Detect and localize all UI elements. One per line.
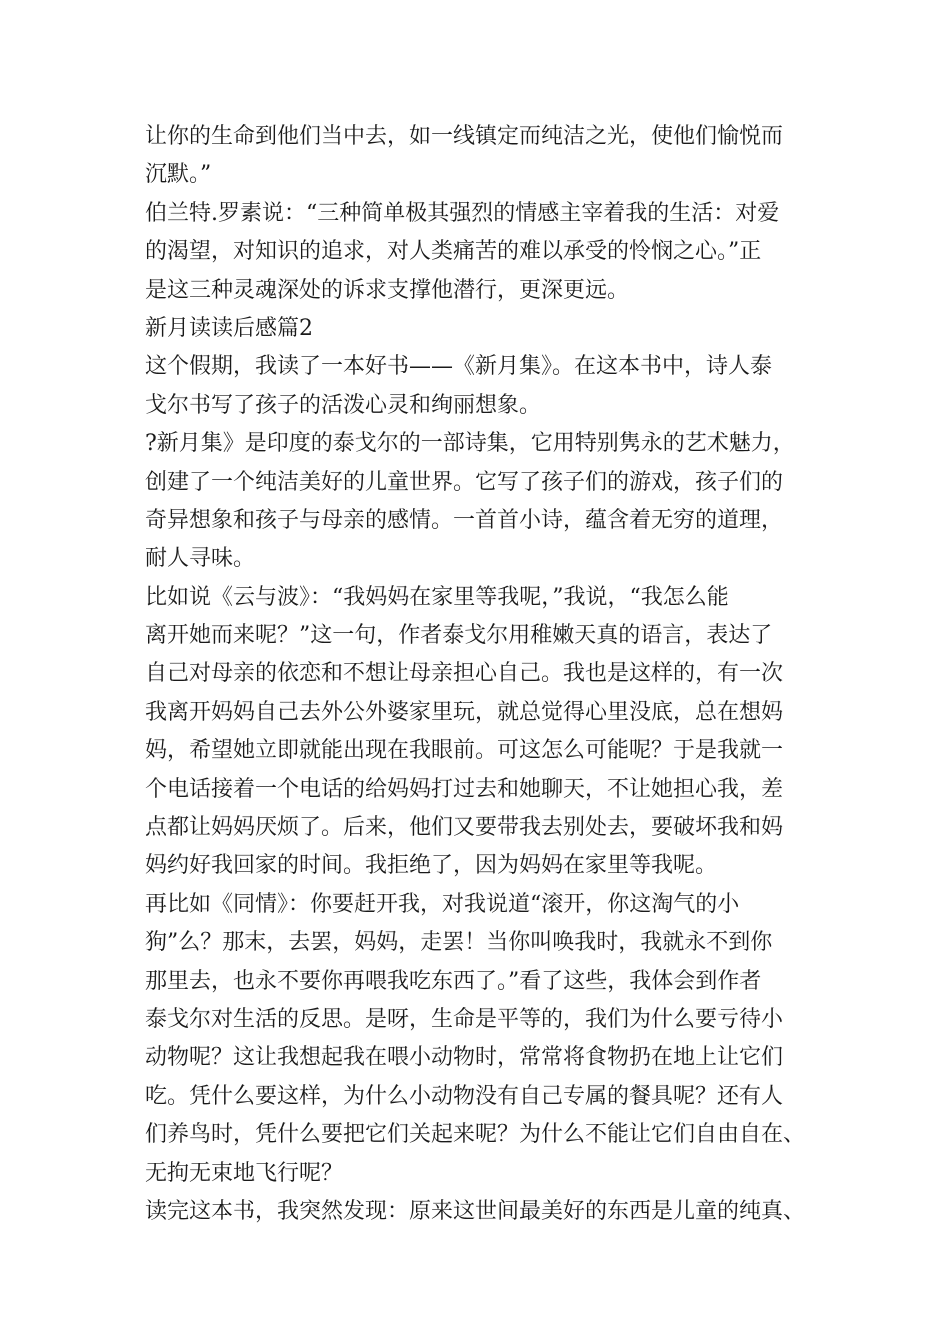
- text-line: 们养鸟时，凭什么要把它们关起来呢？为什么不能让它们自由自在、: [145, 1122, 806, 1148]
- text-line: 的渴望，对知识的追求，对人类痛苦的难以承受的怜悯之心。”正: [145, 239, 762, 265]
- text-line: 泰戈尔对生活的反思。是呀，生命是平等的，我们为什么要亏待小: [145, 1006, 784, 1032]
- text-line: 个电话接着一个电话的给妈妈打过去和她聊天，不让她担心我，差: [145, 776, 784, 802]
- text-line: 妈，希望她立即就能出现在我眼前。可这怎么可能呢？于是我就一: [145, 738, 784, 764]
- document-body: [145, 118, 835, 1231]
- text-line: ?新月集》是印度的泰戈尔的一部诗集，它用特别隽永的艺术魅力，: [145, 431, 795, 457]
- text-line: 比如说《云与波》：“我妈妈在家里等我呢，”我说，“我怎么能: [145, 584, 729, 610]
- text-line: 创建了一个纯洁美好的儿童世界。它写了孩子们的游戏，孩子们的: [145, 469, 784, 495]
- text-line: 点都让妈妈厌烦了。后来，他们又要带我去别处去，要破坏我和妈: [145, 815, 784, 841]
- text-line: 自己对母亲的依恋和不想让母亲担心自己。我也是这样的，有一次: [145, 661, 784, 687]
- text-line: 无拘无束地飞行呢？: [145, 1160, 344, 1186]
- text-line: 沉默。”: [145, 162, 212, 188]
- text-line: 耐人寻味。: [145, 546, 256, 572]
- text-line: 让你的生命到他们当中去，如一线镇定而纯洁之光，使他们愉悦而: [145, 124, 784, 149]
- text-line: 离开她而来呢？”这一句，作者泰戈尔用稚嫩天真的语言，表达了: [145, 623, 773, 649]
- text-line: 再比如《同情》：你要赶开我，对我说道“滚开，你这淘气的小: [145, 891, 740, 917]
- text-line: 这个假期，我读了一本好书——《新月集》。在这本书中，诗人泰: [145, 354, 773, 380]
- text-line: 读完这本书，我突然发现：原来这世间最美好的东西是儿童的纯真、: [145, 1198, 806, 1224]
- text-line: 那里去，也永不要你再喂我吃东西了。”看了这些，我体会到作者: [145, 968, 762, 994]
- text-line: 伯兰特.罗素说：“三种简单极其强烈的情感主宰着我的生活：对爱: [145, 200, 780, 226]
- text-line: 妈约好我回家的时间。我拒绝了，因为妈妈在家里等我呢。: [145, 853, 718, 879]
- text-line: 是这三种灵魂深处的诉求支撑他潜行，更深更远。: [145, 277, 630, 303]
- text-line: 吃。凭什么要这样，为什么小动物没有自己专属的餐具呢？还有人: [145, 1083, 784, 1109]
- text-line: 奇异想象和孩子与母亲的感情。一首首小诗，蕴含着无穷的道理，: [145, 507, 784, 533]
- text-line: 狗”么？那末，去罢，妈妈，走罢！当你叫唤我时，我就永不到你: [145, 930, 773, 956]
- text-line: 动物呢？这让我想起我在喂小动物时，常常将食物扔在地上让它们: [145, 1045, 784, 1071]
- text-line: 我离开妈妈自己去外公外婆家里玩，就总觉得心里没底，总在想妈: [145, 699, 784, 725]
- text-line: 戈尔书写了孩子的活泼心灵和绚丽想象。: [145, 392, 542, 418]
- section-heading: 新月读读后感篇2: [145, 315, 313, 341]
